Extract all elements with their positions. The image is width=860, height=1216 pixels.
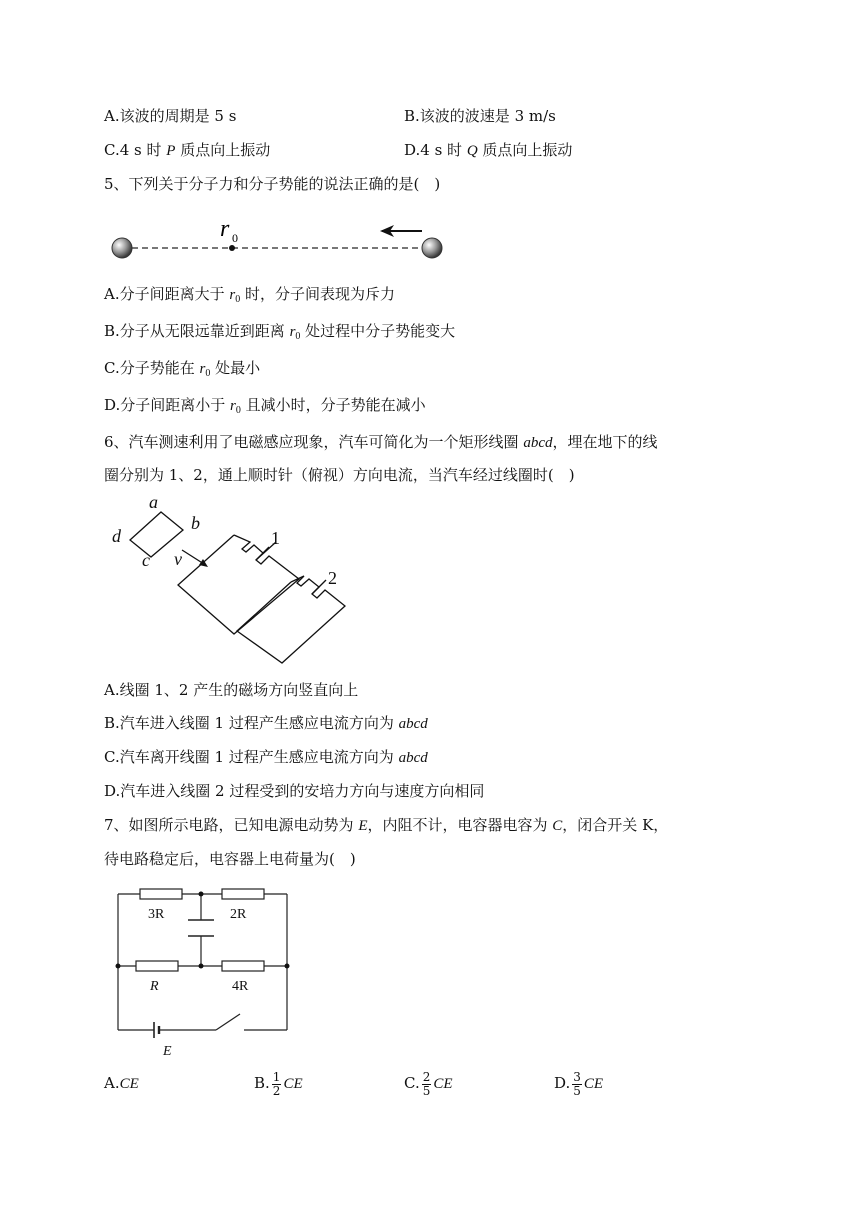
q6-option-a: A.线圈 1、2 产生的磁场方向竖直向上	[104, 681, 359, 699]
junction-dot	[199, 964, 204, 969]
resistor-3r	[140, 889, 182, 899]
option-text: 质点向上振动	[175, 141, 271, 159]
molecule-right	[422, 238, 442, 258]
q7-stem-line1	[104, 815, 668, 836]
stem-text: 6、汽车测速利用了电磁感应现象，汽车可简化为一个矩形线圈	[104, 433, 524, 451]
r0-label-sub: 0	[232, 231, 238, 245]
q6-option-c	[104, 747, 428, 768]
label-r: R	[150, 979, 159, 994]
q7-stem-line2: 待电路稳定后，电容器上电荷量为( )	[104, 850, 356, 868]
option-text: A.分子间距离大于	[104, 285, 230, 303]
label-a: a	[149, 492, 158, 512]
option-letter: C.	[104, 141, 120, 159]
velocity-arrow	[182, 550, 204, 564]
option-text: C.分子势能在	[104, 359, 200, 377]
q6-stem-line2: 圈分别为 1、2，通上顺时针（俯视）方向电流，当汽车经过线圈时( )	[104, 466, 575, 484]
q4-option-c	[104, 140, 270, 161]
label-e: E	[163, 1044, 172, 1059]
option-letter: A.	[104, 1074, 120, 1092]
resistor-r	[136, 961, 178, 971]
option-value: CE	[583, 1076, 604, 1092]
r0-point	[229, 245, 235, 251]
numerator: 3	[573, 1069, 581, 1084]
variable: r	[289, 324, 296, 340]
subscript: 0	[235, 294, 241, 305]
q7-option-c	[404, 1064, 453, 1103]
option-text: 该波的周期是 5 s	[119, 107, 237, 125]
fraction	[572, 1071, 582, 1098]
option-letter: D.	[404, 141, 421, 159]
option-text: 该波的波速是 3 m/s	[419, 107, 556, 125]
q5-option-d	[104, 395, 426, 421]
option-letter: D.	[554, 1074, 571, 1092]
variable: r	[229, 287, 236, 303]
junction-dot	[199, 892, 204, 897]
fraction	[272, 1071, 282, 1098]
variable: r	[230, 398, 236, 414]
option-value: CE	[433, 1076, 453, 1092]
q7-option-a	[104, 1073, 139, 1094]
option-text: 且减小时，分子势能在减小	[240, 396, 426, 414]
q5-option-b	[104, 321, 455, 347]
coil-1-lead-2	[263, 547, 269, 553]
molecule-left	[112, 238, 132, 258]
q4-option-a	[104, 106, 236, 126]
coil-1	[178, 535, 299, 634]
label-b: b	[191, 513, 200, 533]
stem-text: 7、如图所示电路，已知电源电动势为	[104, 816, 359, 834]
option-letter: C.	[404, 1074, 420, 1092]
q6-option-d: D.汽车进入线圈 2 过程受到的安培力方向与速度方向相同	[104, 782, 485, 800]
option-text: C.汽车离开线圈 1 过程产生感应电流方向为	[104, 748, 399, 766]
denominator: 5	[573, 1083, 581, 1098]
label-coil-1: 1	[271, 528, 280, 548]
q4-option-d	[404, 140, 572, 161]
option-text: 4 s 时	[119, 141, 167, 159]
option-value: CE	[283, 1076, 303, 1092]
label-d: d	[112, 526, 121, 546]
q5-option-c	[104, 358, 260, 384]
option-letter: A.	[104, 107, 120, 125]
label-coil-2: 2	[328, 568, 337, 588]
coil-figure	[104, 492, 364, 672]
q5-stem: 5、下列关于分子力和分子势能的说法正确的是( )	[104, 175, 441, 193]
label-4r: 4R	[232, 979, 249, 994]
molecule-figure	[104, 210, 444, 270]
numerator: 2	[422, 1069, 431, 1084]
variable: Q	[466, 143, 478, 159]
option-text: B.汽车进入线圈 1 过程产生感应电流方向为	[104, 714, 399, 732]
q6-stem-line1	[104, 432, 658, 453]
option-text: 质点向上振动	[477, 141, 573, 159]
coil-2	[237, 576, 345, 663]
variable: r	[199, 361, 206, 377]
subscript: 0	[295, 331, 301, 342]
numerator: 1	[272, 1069, 281, 1084]
subscript: 0	[235, 405, 241, 416]
circuit-figure	[104, 880, 304, 1060]
label-v: v	[174, 549, 182, 569]
r0-label: r	[220, 216, 230, 242]
q7-option-d	[554, 1064, 603, 1103]
q6-option-b	[104, 713, 428, 734]
junction-dot	[116, 964, 121, 969]
option-text: 处最小	[210, 359, 261, 377]
variable: abcd	[398, 716, 428, 732]
option-value: CE	[119, 1076, 139, 1092]
resistor-4r	[222, 961, 264, 971]
q4-option-b	[404, 106, 556, 126]
variable: P	[166, 143, 176, 159]
switch-k	[216, 1014, 240, 1030]
option-text: 4 s 时	[420, 141, 467, 159]
option-text: B.分子从无限远靠近到距离	[104, 322, 290, 340]
label-c: c	[142, 550, 150, 570]
q5-option-a	[104, 284, 395, 310]
variable: abcd	[523, 435, 553, 451]
junction-dot	[285, 964, 290, 969]
variable: E	[358, 818, 368, 834]
variable: abcd	[398, 750, 428, 766]
denominator: 2	[272, 1083, 281, 1098]
option-text: 时，分子间表现为斥力	[240, 285, 395, 303]
label-3r: 3R	[148, 907, 165, 922]
variable: C	[552, 818, 563, 834]
option-letter: B.	[404, 107, 420, 125]
denominator: 5	[422, 1083, 431, 1098]
stem-text: ，闭合开关 K，	[562, 816, 669, 834]
stem-text: ，内阻不计，电容器电容为	[367, 816, 553, 834]
stem-text: ，埋在地下的线	[552, 433, 658, 451]
subscript: 0	[205, 368, 211, 379]
resistor-2r	[222, 889, 264, 899]
fraction	[422, 1071, 432, 1098]
option-text: 处过程中分子势能变大	[300, 322, 456, 340]
option-text: D.分子间距离小于	[104, 396, 231, 414]
option-letter: B.	[254, 1074, 270, 1092]
label-2r: 2R	[230, 907, 247, 922]
q7-option-b	[254, 1064, 303, 1103]
